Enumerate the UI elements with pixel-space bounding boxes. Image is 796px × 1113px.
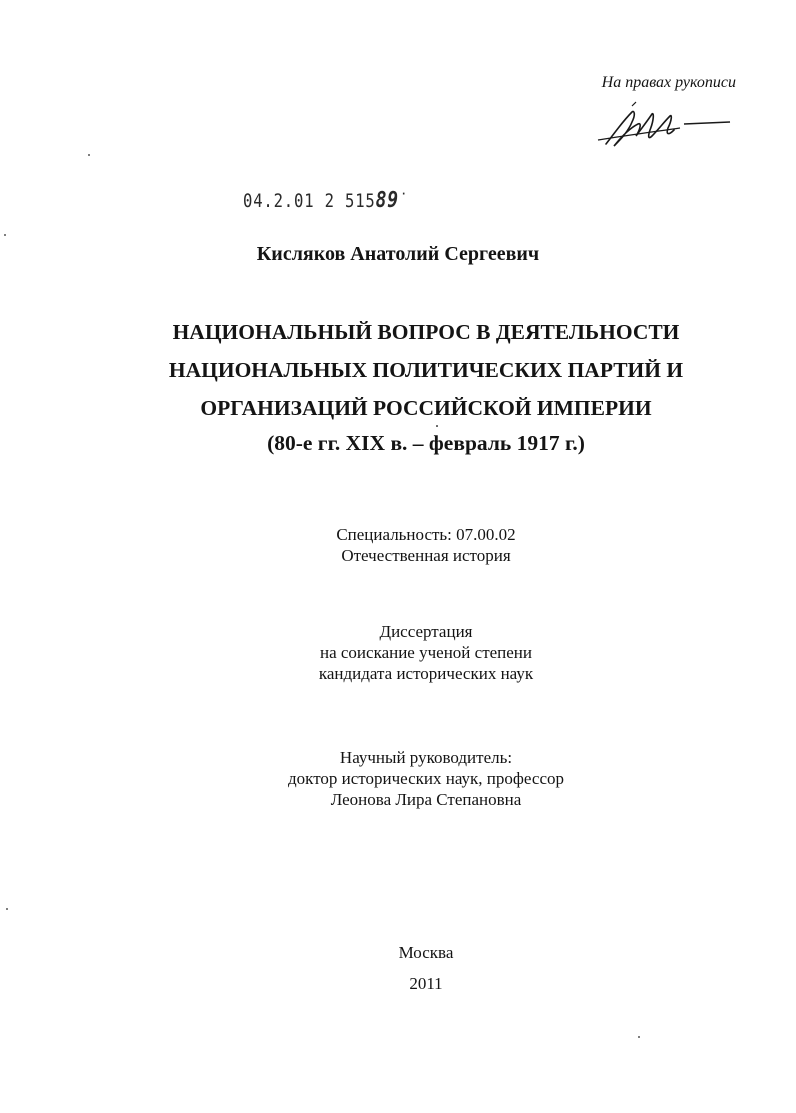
scan-speck [4,234,6,236]
author-name: Кисляков Анатолий Сергеевич [256,243,540,265]
title-line: ОРГАНИЗАЦИЙ РОССИЙСКОЙ ИМПЕРИИ [200,396,652,420]
dissertation-line: на соискание ученой степени [319,643,533,662]
scan-speck [436,425,438,427]
year: 2011 [409,974,443,993]
title-line: НАЦИОНАЛЬНЫЙ ВОПРОС В ДЕЯТЕЛЬНОСТИ [172,320,680,344]
dissertation-line: Диссертация [379,622,473,641]
supervisor-block [0,747,796,810]
speciality-code: Специальность: 07.00.02 [336,525,516,544]
supervisor-label: Научный руководитель: [339,748,513,767]
signature-icon [592,100,732,158]
stamp-dash: ˙ [398,190,410,212]
scan-speck [88,154,90,156]
scan-speck [6,908,8,910]
archive-stamp [243,188,409,213]
title-period: (80-е гг. XIX в. – февраль 1917 г.) [267,431,585,455]
speciality-block [0,524,796,566]
scan-speck [638,1036,640,1038]
speciality-name: Отечественная история [341,546,511,565]
supervisor-name: Леонова Лира Степановна [330,790,522,809]
dissertation-title [0,313,796,427]
manuscript-note: На правах рукописи [601,74,736,91]
dissertation-type-block [0,621,796,684]
supervisor-degree: доктор исторических наук, профессор [288,769,564,788]
city: Москва [398,943,454,962]
stamp-number: 04.2.01 2 515 [243,190,376,212]
title-line: НАЦИОНАЛЬНЫХ ПОЛИТИЧЕСКИХ ПАРТИЙ И [168,358,684,382]
stamp-handwritten-suffix: 89 [375,188,399,213]
dissertation-line: кандидата исторических наук [318,664,534,683]
place-year-block [0,937,796,999]
